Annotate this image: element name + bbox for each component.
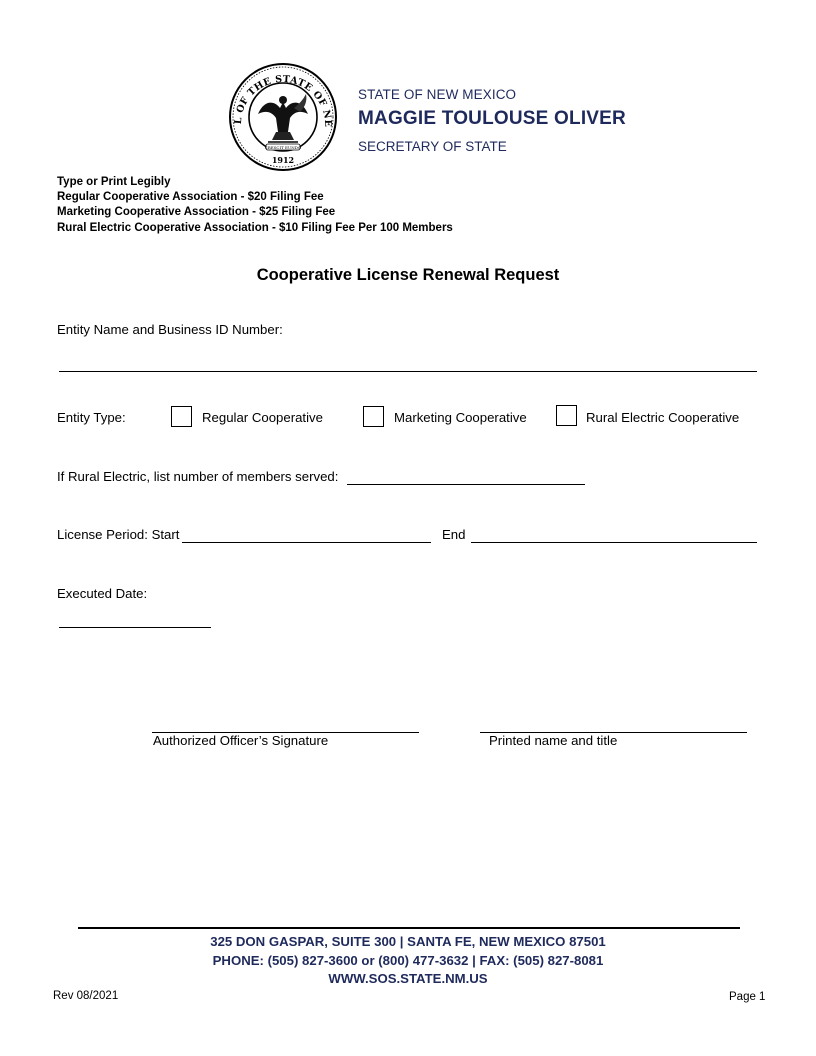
executed-date-field[interactable] xyxy=(59,627,211,628)
rural-electric-cooperative-label: Rural Electric Cooperative xyxy=(586,410,740,425)
footer-phone: PHONE: (505) 827-3600 or (800) 477-3632 | FAX: (505) 827-8081 xyxy=(212,953,604,968)
state-seal xyxy=(228,62,338,172)
seal-year: 1912 xyxy=(271,155,295,165)
footer-address: 325 DON GASPAR, SUITE 300 | SANTA FE, NEW MEXICO 87501 xyxy=(210,934,606,949)
entity-name-field[interactable] xyxy=(59,371,757,372)
members-served-label: If Rural Electric, list number of members served: xyxy=(57,469,339,484)
rural-electric-cooperative-checkbox[interactable] xyxy=(556,405,577,426)
seal-text: L OF THE STATE OF NE xyxy=(232,73,334,128)
revision-label: Rev 08/2021 xyxy=(53,990,119,1002)
printed-name-caption: Printed name and title xyxy=(489,733,618,748)
footer-divider xyxy=(78,927,740,929)
header-state: STATE OF NEW MEXICO xyxy=(358,87,517,102)
marketing-cooperative-label: Marketing Cooperative xyxy=(394,410,527,425)
seal-motto: CRESCIT EUNDO xyxy=(264,145,302,150)
signature-caption: Authorized Officer’s Signature xyxy=(153,733,329,748)
executed-date-label: Executed Date: xyxy=(57,586,148,601)
license-start-field[interactable] xyxy=(182,542,431,543)
license-start-label: License Period: Start xyxy=(57,527,180,542)
state-seal-icon xyxy=(228,62,338,172)
instructions xyxy=(57,175,453,236)
marketing-cooperative-checkbox[interactable] xyxy=(363,406,384,427)
page-number: Page 1 xyxy=(729,991,766,1003)
footer-website[interactable]: WWW.SOS.STATE.NM.US xyxy=(328,971,488,986)
form-title: Cooperative License Renewal Request xyxy=(256,266,560,284)
instruction-line: Marketing Cooperative Association - $25 Filing Fee xyxy=(57,206,336,219)
instruction-line: Regular Cooperative Association - $20 Filing Fee xyxy=(57,191,324,204)
license-end-field[interactable] xyxy=(471,542,757,543)
regular-cooperative-label: Regular Cooperative xyxy=(202,410,323,425)
regular-cooperative-checkbox[interactable] xyxy=(171,406,192,427)
members-served-field[interactable] xyxy=(347,484,585,485)
instruction-line: Rural Electric Cooperative Association - $10 Filing Fee Per 100 Members xyxy=(57,221,453,234)
instruction-line: Type or Print Legibly xyxy=(57,176,171,188)
entity-name-label: Entity Name and Business ID Number: xyxy=(57,322,283,337)
header-office: SECRETARY OF STATE xyxy=(358,139,507,154)
header-official-name: MAGGIE TOULOUSE OLIVER xyxy=(358,108,626,129)
license-end-label: End xyxy=(442,527,466,542)
entity-type-label: Entity Type: xyxy=(57,410,126,425)
